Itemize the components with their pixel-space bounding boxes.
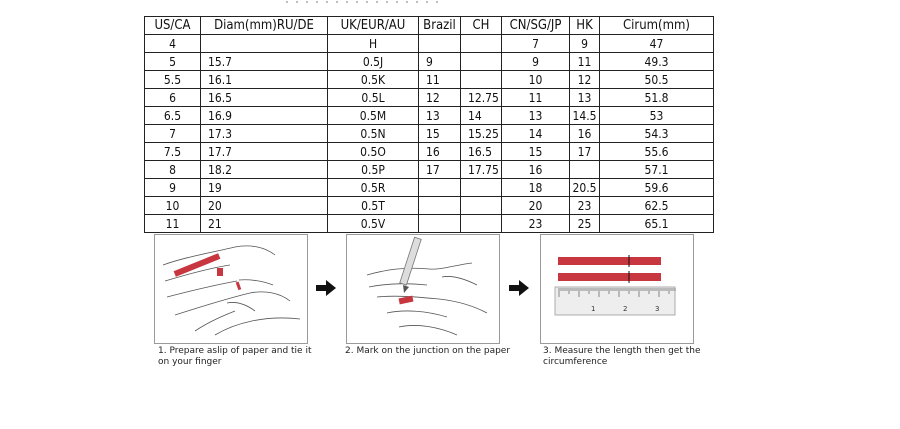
cell-circum: 59.6 xyxy=(600,179,714,197)
cell-uk-eur-au: 0.5K xyxy=(328,71,419,89)
cell-uk-eur-au: 0.5L xyxy=(328,89,419,107)
header-brazil: Brazil xyxy=(419,17,461,35)
cell-hk xyxy=(570,161,600,179)
cell-ch xyxy=(461,179,502,197)
table-row xyxy=(145,197,714,215)
cell-hk: 20.5 xyxy=(570,179,600,197)
cell-cn-sg-jp: 13 xyxy=(502,107,570,125)
paper-strip-upper xyxy=(558,257,661,265)
cell-ch xyxy=(461,71,502,89)
cell-circum: 65.1 xyxy=(600,215,714,233)
cell-cn-sg-jp: 14 xyxy=(502,125,570,143)
cell-brazil: 15 xyxy=(419,125,461,143)
ruler xyxy=(555,287,675,315)
step1-caption-line1: 1. Prepare aslip of paper and tie it xyxy=(158,346,312,356)
table-row xyxy=(145,143,714,161)
cell-circum: 57.1 xyxy=(600,161,714,179)
table-row xyxy=(145,107,714,125)
cell-us-ca: 7.5 xyxy=(145,143,201,161)
step2-caption xyxy=(345,346,510,357)
cell-diam-ru-de: 16.9 xyxy=(201,107,328,125)
cell-cn-sg-jp: 18 xyxy=(502,179,570,197)
cell-ch: 16.5 xyxy=(461,143,502,161)
hand-with-paper-strip xyxy=(155,235,307,343)
cell-hk: 16 xyxy=(570,125,600,143)
paper-strip xyxy=(174,253,221,277)
cell-brazil: 12 xyxy=(419,89,461,107)
cell-ch: 15.25 xyxy=(461,125,502,143)
cell-ch: 17.75 xyxy=(461,161,502,179)
cell-uk-eur-au: 0.5J xyxy=(328,53,419,71)
step1-caption-line2: on your finger xyxy=(158,357,222,367)
header-us-ca: US/CA xyxy=(145,17,201,35)
header-cn-sg-jp: CN/SG/JP xyxy=(502,17,570,35)
cell-brazil: 13 xyxy=(419,107,461,125)
ruler-number-1: 1 xyxy=(591,305,596,313)
table-row xyxy=(145,89,714,107)
cell-diam-ru-de: 19 xyxy=(201,179,328,197)
cell-brazil: 11 xyxy=(419,71,461,89)
cell-diam-ru-de: 15.7 xyxy=(201,53,328,71)
cell-cn-sg-jp: 20 xyxy=(502,197,570,215)
cell-uk-eur-au: H xyxy=(328,35,419,53)
table-row xyxy=(145,125,714,143)
cell-ch: 12.75 xyxy=(461,89,502,107)
header-ch: CH xyxy=(461,17,502,35)
cell-diam-ru-de: 18.2 xyxy=(201,161,328,179)
header-diam-ru-de: Diam(mm)RU/DE xyxy=(201,17,328,35)
cell-brazil xyxy=(419,179,461,197)
cell-cn-sg-jp: 7 xyxy=(502,35,570,53)
cell-uk-eur-au: 0.5R xyxy=(328,179,419,197)
step3-caption xyxy=(543,346,700,368)
table-row xyxy=(145,161,714,179)
cell-hk: 12 xyxy=(570,71,600,89)
cell-hk: 11 xyxy=(570,53,600,71)
cell-cn-sg-jp: 15 xyxy=(502,143,570,161)
cell-ch: 14 xyxy=(461,107,502,125)
step2-illustration xyxy=(346,234,500,344)
ruler-number-3: 3 xyxy=(655,305,660,313)
cell-circum: 49.3 xyxy=(600,53,714,71)
cell-circum: 53 xyxy=(600,107,714,125)
cell-cn-sg-jp: 9 xyxy=(502,53,570,71)
cell-circum: 54.3 xyxy=(600,125,714,143)
hand-marking-paper xyxy=(347,235,499,343)
ring-size-table xyxy=(144,16,714,233)
step3-caption-line2: circumference xyxy=(543,357,608,367)
cell-brazil: 17 xyxy=(419,161,461,179)
cell-uk-eur-au: 0.5V xyxy=(328,215,419,233)
cell-diam-ru-de: 16.5 xyxy=(201,89,328,107)
cell-ch xyxy=(461,215,502,233)
cell-diam-ru-de: 21 xyxy=(201,215,328,233)
cell-ch xyxy=(461,53,502,71)
cell-diam-ru-de xyxy=(201,35,328,53)
right-arrow-icon xyxy=(316,278,338,298)
cell-ch xyxy=(461,35,502,53)
ruler-measurement xyxy=(541,235,693,343)
pen-icon xyxy=(400,237,421,293)
paper-strip-lower xyxy=(558,273,661,281)
cell-us-ca: 8 xyxy=(145,161,201,179)
table-row xyxy=(145,71,714,89)
cell-cn-sg-jp: 23 xyxy=(502,215,570,233)
step3-illustration xyxy=(540,234,694,344)
cell-circum: 55.6 xyxy=(600,143,714,161)
cell-uk-eur-au: 0.5M xyxy=(328,107,419,125)
cell-us-ca: 7 xyxy=(145,125,201,143)
cell-cn-sg-jp: 11 xyxy=(502,89,570,107)
header-hk: HK xyxy=(570,17,600,35)
cell-us-ca: 11 xyxy=(145,215,201,233)
cell-us-ca: 5.5 xyxy=(145,71,201,89)
cell-us-ca: 4 xyxy=(145,35,201,53)
cell-uk-eur-au: 0.5T xyxy=(328,197,419,215)
cell-uk-eur-au: 0.5P xyxy=(328,161,419,179)
cell-uk-eur-au: 0.5O xyxy=(328,143,419,161)
header-circum: Cirum(mm) xyxy=(600,17,714,35)
cell-brazil: 16 xyxy=(419,143,461,161)
cell-us-ca: 5 xyxy=(145,53,201,71)
cell-diam-ru-de: 20 xyxy=(201,197,328,215)
cell-us-ca: 6 xyxy=(145,89,201,107)
cell-us-ca: 10 xyxy=(145,197,201,215)
cell-diam-ru-de: 16.1 xyxy=(201,71,328,89)
cell-hk: 9 xyxy=(570,35,600,53)
cell-hk: 13 xyxy=(570,89,600,107)
ruler-number-2: 2 xyxy=(623,305,628,313)
cell-cn-sg-jp: 10 xyxy=(502,71,570,89)
cell-hk: 23 xyxy=(570,197,600,215)
decorative-dots xyxy=(282,0,442,4)
cell-hk: 14.5 xyxy=(570,107,600,125)
cell-brazil xyxy=(419,35,461,53)
step1-illustration xyxy=(154,234,308,344)
paper-strip-end xyxy=(217,268,223,276)
cell-us-ca: 9 xyxy=(145,179,201,197)
cell-circum: 47 xyxy=(600,35,714,53)
header-uk-eur-au: UK/EUR/AU xyxy=(328,17,419,35)
cell-diam-ru-de: 17.3 xyxy=(201,125,328,143)
cell-hk: 17 xyxy=(570,143,600,161)
table-row xyxy=(145,179,714,197)
table-row xyxy=(145,35,714,53)
table-row xyxy=(145,53,714,71)
table-row xyxy=(145,215,714,233)
cell-cn-sg-jp: 16 xyxy=(502,161,570,179)
step2-caption-line1: 2. Mark on the junction on the paper xyxy=(345,346,511,356)
cell-us-ca: 6.5 xyxy=(145,107,201,125)
cell-circum: 51.8 xyxy=(600,89,714,107)
step3-caption-line1: 3. Measure the length then get the xyxy=(543,346,701,356)
cell-diam-ru-de: 17.7 xyxy=(201,143,328,161)
cell-circum: 50.5 xyxy=(600,71,714,89)
cell-uk-eur-au: 0.5N xyxy=(328,125,419,143)
cell-brazil: 9 xyxy=(419,53,461,71)
table-header-row xyxy=(145,17,714,35)
step1-caption xyxy=(158,346,312,368)
cell-brazil xyxy=(419,197,461,215)
cell-hk: 25 xyxy=(570,215,600,233)
cell-brazil xyxy=(419,215,461,233)
cell-circum: 62.5 xyxy=(600,197,714,215)
cell-ch xyxy=(461,197,502,215)
right-arrow-icon xyxy=(509,278,531,298)
